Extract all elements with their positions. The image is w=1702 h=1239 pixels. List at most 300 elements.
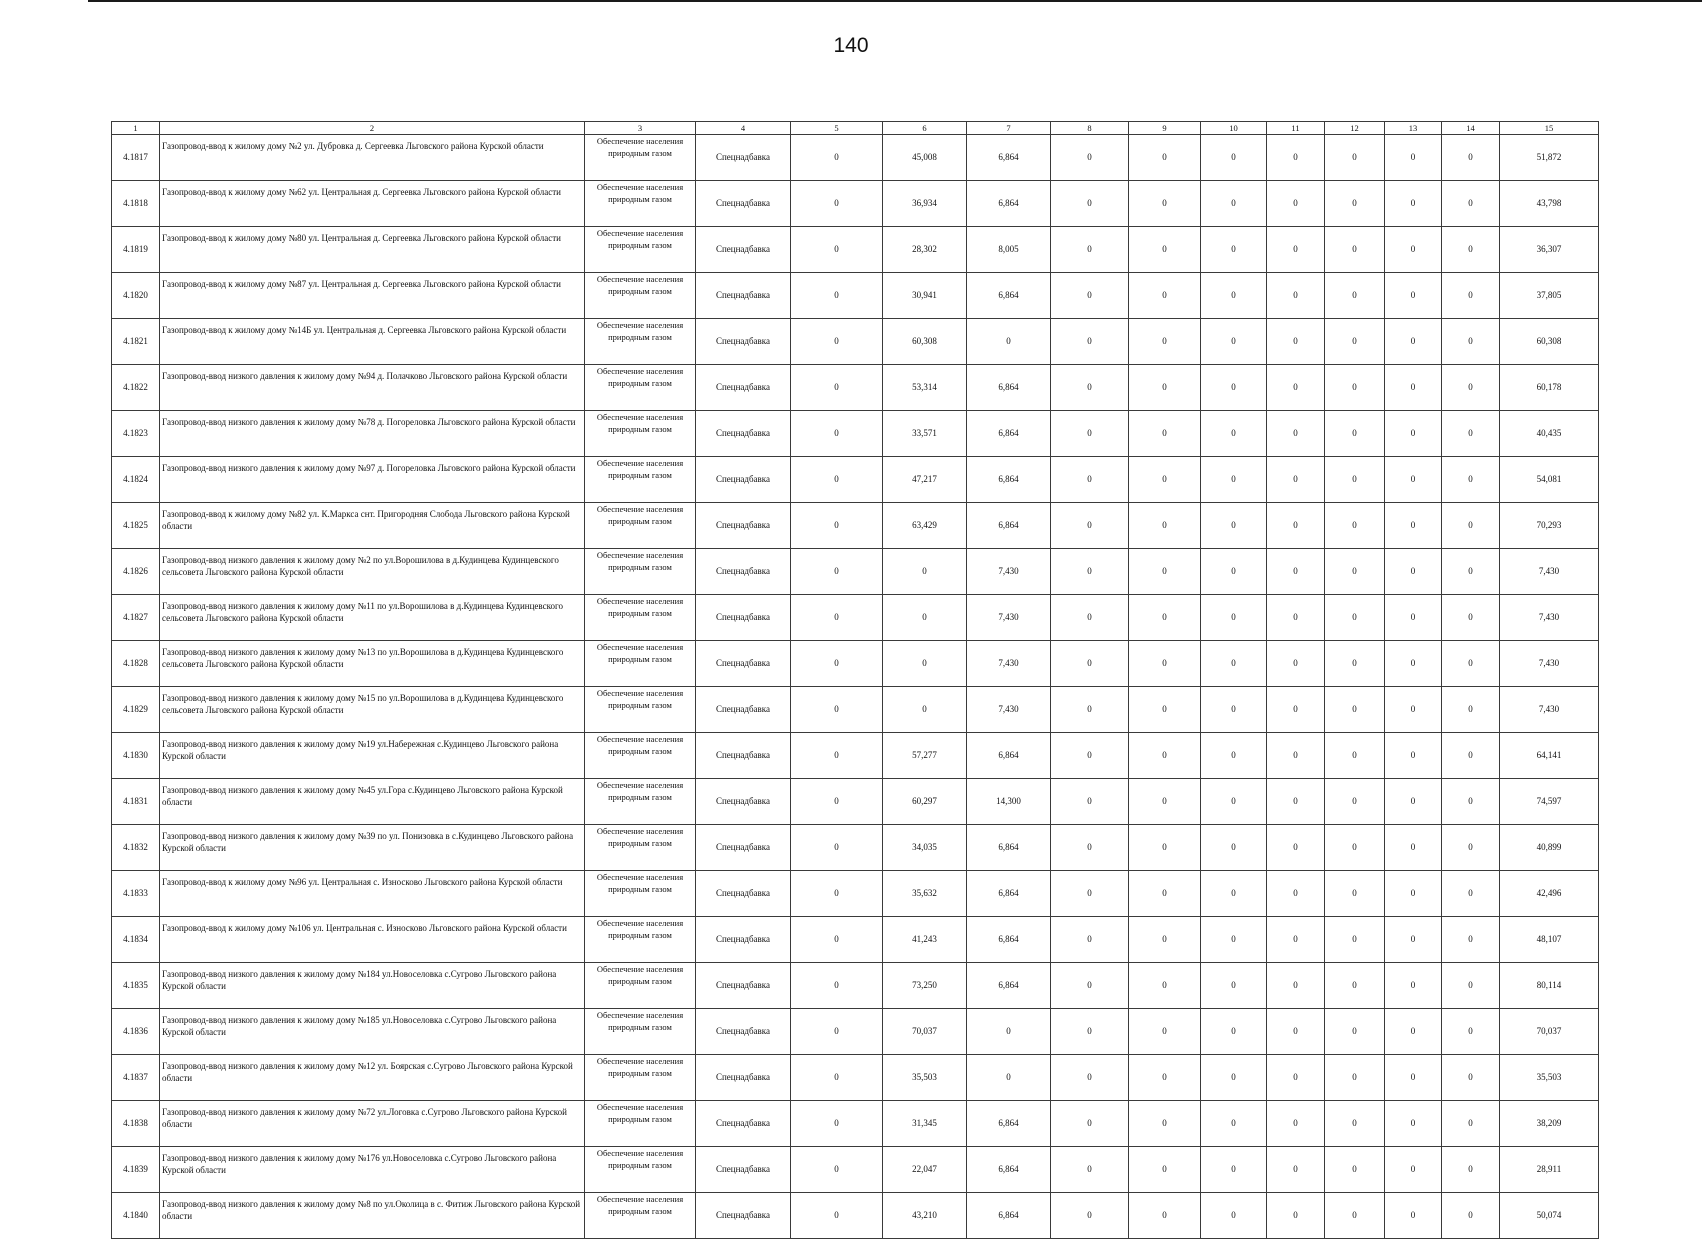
value-cell-col6: 57,277 (883, 733, 967, 779)
value-cell-col9: 0 (1129, 411, 1201, 457)
object-name-cell: Газопровод-ввод к жилому дому №106 ул. Центральная с. Износково Льговского района Курской области (160, 917, 585, 963)
column-number-row (112, 122, 1599, 135)
value-cell-col13: 0 (1385, 917, 1442, 963)
page-number: 140 (833, 34, 869, 57)
funding-source-cell: Спецнадбавка (696, 1147, 791, 1193)
value-cell-col8: 0 (1051, 687, 1129, 733)
funding-source-cell: Спецнадбавка (696, 871, 791, 917)
column-header: 8 (1051, 122, 1129, 135)
value-cell-col12: 0 (1325, 1009, 1385, 1055)
table-row (112, 365, 1599, 411)
value-cell-col5: 0 (791, 365, 883, 411)
total-cell-col15: 37,805 (1500, 273, 1599, 319)
value-cell-col14: 0 (1442, 779, 1500, 825)
value-cell-col8: 0 (1051, 963, 1129, 1009)
value-cell-col12: 0 (1325, 871, 1385, 917)
value-cell-col7: 7,430 (967, 687, 1051, 733)
value-cell-col6: 35,503 (883, 1055, 967, 1101)
funding-source-cell: Спецнадбавка (696, 273, 791, 319)
top-border-line (88, 0, 1702, 2)
funding-source-cell: Спецнадбавка (696, 411, 791, 457)
purpose-cell: Обеспечение населения природным газом (585, 595, 696, 641)
value-cell-col13: 0 (1385, 733, 1442, 779)
funding-source-cell: Спецнадбавка (696, 825, 791, 871)
table-row (112, 457, 1599, 503)
value-cell-col6: 35,632 (883, 871, 967, 917)
value-cell-col14: 0 (1442, 1055, 1500, 1101)
value-cell-col9: 0 (1129, 457, 1201, 503)
value-cell-col12: 0 (1325, 411, 1385, 457)
object-name-cell: Газопровод-ввод низкого давления к жилому дому №12 ул. Боярская с.Сугрово Льговского района Курской области (160, 1055, 585, 1101)
row-id-cell: 4.1828 (112, 641, 160, 687)
value-cell-col11: 0 (1267, 549, 1325, 595)
value-cell-col12: 0 (1325, 779, 1385, 825)
funding-source-cell: Спецнадбавка (696, 1193, 791, 1239)
table-row (112, 273, 1599, 319)
object-name-cell: Газопровод-ввод низкого давления к жилому дому №97 д. Погореловка Льговского района Курской области (160, 457, 585, 503)
funding-source-cell: Спецнадбавка (696, 365, 791, 411)
value-cell-col11: 0 (1267, 227, 1325, 273)
value-cell-col11: 0 (1267, 595, 1325, 641)
value-cell-col5: 0 (791, 687, 883, 733)
row-id-cell: 4.1822 (112, 365, 160, 411)
value-cell-col8: 0 (1051, 1055, 1129, 1101)
value-cell-col14: 0 (1442, 733, 1500, 779)
funding-source-cell: Спецнадбавка (696, 1009, 791, 1055)
purpose-cell: Обеспечение населения природным газом (585, 181, 696, 227)
value-cell-col6: 0 (883, 549, 967, 595)
value-cell-col10: 0 (1201, 825, 1267, 871)
total-cell-col15: 60,178 (1500, 365, 1599, 411)
value-cell-col7: 6,864 (967, 733, 1051, 779)
value-cell-col5: 0 (791, 1009, 883, 1055)
total-cell-col15: 43,798 (1500, 181, 1599, 227)
funding-source-cell: Спецнадбавка (696, 733, 791, 779)
row-id-cell: 4.1840 (112, 1193, 160, 1239)
funding-source-cell: Спецнадбавка (696, 687, 791, 733)
row-id-cell: 4.1833 (112, 871, 160, 917)
value-cell-col12: 0 (1325, 1193, 1385, 1239)
value-cell-col14: 0 (1442, 181, 1500, 227)
row-id-cell: 4.1817 (112, 135, 160, 181)
row-id-cell: 4.1831 (112, 779, 160, 825)
value-cell-col6: 43,210 (883, 1193, 967, 1239)
value-cell-col13: 0 (1385, 135, 1442, 181)
value-cell-col10: 0 (1201, 181, 1267, 227)
value-cell-col11: 0 (1267, 273, 1325, 319)
total-cell-col15: 7,430 (1500, 595, 1599, 641)
value-cell-col13: 0 (1385, 641, 1442, 687)
funding-source-cell: Спецнадбавка (696, 1101, 791, 1147)
value-cell-col10: 0 (1201, 549, 1267, 595)
value-cell-col13: 0 (1385, 411, 1442, 457)
value-cell-col7: 6,864 (967, 457, 1051, 503)
purpose-cell: Обеспечение населения природным газом (585, 135, 696, 181)
column-header: 14 (1442, 122, 1500, 135)
purpose-cell: Обеспечение населения природным газом (585, 963, 696, 1009)
column-header: 15 (1500, 122, 1599, 135)
value-cell-col13: 0 (1385, 595, 1442, 641)
value-cell-col12: 0 (1325, 1101, 1385, 1147)
column-header: 10 (1201, 122, 1267, 135)
value-cell-col12: 0 (1325, 1147, 1385, 1193)
value-cell-col5: 0 (791, 1101, 883, 1147)
value-cell-col9: 0 (1129, 319, 1201, 365)
table-row (112, 227, 1599, 273)
value-cell-col8: 0 (1051, 503, 1129, 549)
object-name-cell: Газопровод-ввод низкого давления к жилому дому №185 ул.Новоселовка с.Сугрово Льговского района Курской области (160, 1009, 585, 1055)
row-id-cell: 4.1819 (112, 227, 160, 273)
value-cell-col11: 0 (1267, 1009, 1325, 1055)
value-cell-col8: 0 (1051, 365, 1129, 411)
value-cell-col12: 0 (1325, 365, 1385, 411)
total-cell-col15: 51,872 (1500, 135, 1599, 181)
purpose-cell: Обеспечение населения природным газом (585, 503, 696, 549)
purpose-cell: Обеспечение населения природным газом (585, 1101, 696, 1147)
table-row (112, 1009, 1599, 1055)
table-body (112, 135, 1599, 1239)
value-cell-col13: 0 (1385, 1101, 1442, 1147)
value-cell-col9: 0 (1129, 1055, 1201, 1101)
object-name-cell: Газопровод-ввод к жилому дому №80 ул. Центральная д. Сергеевка Льговского района Курской области (160, 227, 585, 273)
value-cell-col8: 0 (1051, 411, 1129, 457)
value-cell-col6: 34,035 (883, 825, 967, 871)
value-cell-col12: 0 (1325, 917, 1385, 963)
table-row (112, 733, 1599, 779)
table-row (112, 825, 1599, 871)
table-row (112, 1193, 1599, 1239)
total-cell-col15: 50,074 (1500, 1193, 1599, 1239)
value-cell-col10: 0 (1201, 503, 1267, 549)
funding-source-cell: Спецнадбавка (696, 457, 791, 503)
value-cell-col8: 0 (1051, 1193, 1129, 1239)
value-cell-col8: 0 (1051, 595, 1129, 641)
value-cell-col13: 0 (1385, 503, 1442, 549)
value-cell-col8: 0 (1051, 227, 1129, 273)
investment-table (111, 121, 1599, 1239)
value-cell-col11: 0 (1267, 135, 1325, 181)
value-cell-col14: 0 (1442, 825, 1500, 871)
value-cell-col5: 0 (791, 871, 883, 917)
total-cell-col15: 54,081 (1500, 457, 1599, 503)
row-id-cell: 4.1837 (112, 1055, 160, 1101)
row-id-cell: 4.1824 (112, 457, 160, 503)
value-cell-col11: 0 (1267, 779, 1325, 825)
value-cell-col5: 0 (791, 227, 883, 273)
value-cell-col11: 0 (1267, 917, 1325, 963)
value-cell-col13: 0 (1385, 181, 1442, 227)
table-row (112, 779, 1599, 825)
value-cell-col7: 6,864 (967, 135, 1051, 181)
value-cell-col6: 47,217 (883, 457, 967, 503)
value-cell-col11: 0 (1267, 503, 1325, 549)
value-cell-col7: 6,864 (967, 963, 1051, 1009)
total-cell-col15: 7,430 (1500, 687, 1599, 733)
value-cell-col8: 0 (1051, 779, 1129, 825)
table-row (112, 181, 1599, 227)
value-cell-col9: 0 (1129, 181, 1201, 227)
value-cell-col5: 0 (791, 319, 883, 365)
value-cell-col6: 0 (883, 641, 967, 687)
value-cell-col6: 31,345 (883, 1101, 967, 1147)
value-cell-col14: 0 (1442, 1147, 1500, 1193)
object-name-cell: Газопровод-ввод низкого давления к жилому дому №176 ул.Новоселовка с.Сугрово Льговского района Курской области (160, 1147, 585, 1193)
value-cell-col14: 0 (1442, 503, 1500, 549)
value-cell-col14: 0 (1442, 549, 1500, 595)
value-cell-col8: 0 (1051, 825, 1129, 871)
value-cell-col13: 0 (1385, 963, 1442, 1009)
value-cell-col10: 0 (1201, 1009, 1267, 1055)
value-cell-col13: 0 (1385, 1055, 1442, 1101)
value-cell-col13: 0 (1385, 549, 1442, 595)
value-cell-col5: 0 (791, 503, 883, 549)
value-cell-col12: 0 (1325, 457, 1385, 503)
value-cell-col10: 0 (1201, 917, 1267, 963)
value-cell-col7: 6,864 (967, 1193, 1051, 1239)
value-cell-col5: 0 (791, 181, 883, 227)
column-header: 1 (112, 122, 160, 135)
object-name-cell: Газопровод-ввод низкого давления к жилому дому №11 по ул.Ворошилова в д.Кудинцева Кудинцевского сельсовета Льговского района Курской области (160, 595, 585, 641)
purpose-cell: Обеспечение населения природным газом (585, 1009, 696, 1055)
object-name-cell: Газопровод-ввод к жилому дому №14Б ул. Центральная д. Сергеевка Льговского района Курской области (160, 319, 585, 365)
total-cell-col15: 48,107 (1500, 917, 1599, 963)
value-cell-col12: 0 (1325, 503, 1385, 549)
funding-source-cell: Спецнадбавка (696, 779, 791, 825)
value-cell-col10: 0 (1201, 687, 1267, 733)
row-id-cell: 4.1820 (112, 273, 160, 319)
object-name-cell: Газопровод-ввод низкого давления к жилому дому №8 по ул.Околица в с. Фитиж Льговского района Курской области (160, 1193, 585, 1239)
object-name-cell: Газопровод-ввод к жилому дому №96 ул. Центральная с. Износково Льговского района Курской области (160, 871, 585, 917)
value-cell-col12: 0 (1325, 549, 1385, 595)
value-cell-col5: 0 (791, 779, 883, 825)
value-cell-col6: 0 (883, 595, 967, 641)
value-cell-col11: 0 (1267, 411, 1325, 457)
value-cell-col10: 0 (1201, 779, 1267, 825)
value-cell-col6: 53,314 (883, 365, 967, 411)
value-cell-col14: 0 (1442, 871, 1500, 917)
value-cell-col9: 0 (1129, 1101, 1201, 1147)
value-cell-col9: 0 (1129, 825, 1201, 871)
purpose-cell: Обеспечение населения природным газом (585, 917, 696, 963)
value-cell-col14: 0 (1442, 641, 1500, 687)
value-cell-col8: 0 (1051, 917, 1129, 963)
value-cell-col14: 0 (1442, 1101, 1500, 1147)
value-cell-col11: 0 (1267, 641, 1325, 687)
object-name-cell: Газопровод-ввод низкого давления к жилому дому №2 по ул.Ворошилова в д.Кудинцева Кудинцевского сельсовета Льговского района Курской области (160, 549, 585, 595)
row-id-cell: 4.1823 (112, 411, 160, 457)
value-cell-col5: 0 (791, 1147, 883, 1193)
value-cell-col6: 28,302 (883, 227, 967, 273)
row-id-cell: 4.1834 (112, 917, 160, 963)
table-header (112, 122, 1599, 135)
value-cell-col13: 0 (1385, 687, 1442, 733)
value-cell-col12: 0 (1325, 135, 1385, 181)
value-cell-col14: 0 (1442, 1193, 1500, 1239)
value-cell-col5: 0 (791, 963, 883, 1009)
value-cell-col11: 0 (1267, 1101, 1325, 1147)
value-cell-col6: 33,571 (883, 411, 967, 457)
value-cell-col5: 0 (791, 457, 883, 503)
value-cell-col7: 6,864 (967, 181, 1051, 227)
value-cell-col7: 6,864 (967, 365, 1051, 411)
value-cell-col5: 0 (791, 1055, 883, 1101)
row-id-cell: 4.1818 (112, 181, 160, 227)
total-cell-col15: 40,435 (1500, 411, 1599, 457)
value-cell-col12: 0 (1325, 963, 1385, 1009)
value-cell-col14: 0 (1442, 365, 1500, 411)
value-cell-col7: 6,864 (967, 871, 1051, 917)
value-cell-col13: 0 (1385, 365, 1442, 411)
value-cell-col6: 63,429 (883, 503, 967, 549)
value-cell-col7: 0 (967, 1055, 1051, 1101)
value-cell-col7: 7,430 (967, 549, 1051, 595)
column-header: 11 (1267, 122, 1325, 135)
table-row (112, 549, 1599, 595)
value-cell-col6: 0 (883, 687, 967, 733)
value-cell-col9: 0 (1129, 641, 1201, 687)
value-cell-col13: 0 (1385, 457, 1442, 503)
row-id-cell: 4.1832 (112, 825, 160, 871)
value-cell-col12: 0 (1325, 595, 1385, 641)
value-cell-col12: 0 (1325, 319, 1385, 365)
value-cell-col9: 0 (1129, 733, 1201, 779)
object-name-cell: Газопровод-ввод к жилому дому №87 ул. Центральная д. Сергеевка Льговского района Курской области (160, 273, 585, 319)
value-cell-col10: 0 (1201, 1147, 1267, 1193)
value-cell-col10: 0 (1201, 411, 1267, 457)
purpose-cell: Обеспечение населения природным газом (585, 457, 696, 503)
table-row (112, 963, 1599, 1009)
row-id-cell: 4.1826 (112, 549, 160, 595)
value-cell-col14: 0 (1442, 411, 1500, 457)
table-row (112, 503, 1599, 549)
purpose-cell: Обеспечение населения природным газом (585, 1147, 696, 1193)
value-cell-col12: 0 (1325, 641, 1385, 687)
value-cell-col11: 0 (1267, 687, 1325, 733)
value-cell-col8: 0 (1051, 1009, 1129, 1055)
value-cell-col9: 0 (1129, 227, 1201, 273)
value-cell-col13: 0 (1385, 319, 1442, 365)
column-header: 13 (1385, 122, 1442, 135)
value-cell-col14: 0 (1442, 135, 1500, 181)
value-cell-col5: 0 (791, 273, 883, 319)
value-cell-col13: 0 (1385, 779, 1442, 825)
funding-source-cell: Спецнадбавка (696, 135, 791, 181)
value-cell-col7: 8,005 (967, 227, 1051, 273)
column-header: 3 (585, 122, 696, 135)
value-cell-col11: 0 (1267, 963, 1325, 1009)
value-cell-col9: 0 (1129, 1147, 1201, 1193)
value-cell-col9: 0 (1129, 917, 1201, 963)
value-cell-col14: 0 (1442, 687, 1500, 733)
value-cell-col13: 0 (1385, 871, 1442, 917)
funding-source-cell: Спецнадбавка (696, 319, 791, 365)
value-cell-col6: 41,243 (883, 917, 967, 963)
purpose-cell: Обеспечение населения природным газом (585, 227, 696, 273)
object-name-cell: Газопровод-ввод низкого давления к жилому дому №13 по ул.Ворошилова в д.Кудинцева Кудинцевского сельсовета Льговского района Курской области (160, 641, 585, 687)
value-cell-col7: 0 (967, 319, 1051, 365)
value-cell-col14: 0 (1442, 457, 1500, 503)
value-cell-col12: 0 (1325, 227, 1385, 273)
value-cell-col9: 0 (1129, 503, 1201, 549)
total-cell-col15: 70,293 (1500, 503, 1599, 549)
purpose-cell: Обеспечение населения природным газом (585, 549, 696, 595)
funding-source-cell: Спецнадбавка (696, 503, 791, 549)
value-cell-col9: 0 (1129, 963, 1201, 1009)
funding-source-cell: Спецнадбавка (696, 227, 791, 273)
value-cell-col10: 0 (1201, 733, 1267, 779)
value-cell-col5: 0 (791, 1193, 883, 1239)
purpose-cell: Обеспечение населения природным газом (585, 641, 696, 687)
value-cell-col9: 0 (1129, 1009, 1201, 1055)
value-cell-col10: 0 (1201, 1055, 1267, 1101)
value-cell-col12: 0 (1325, 733, 1385, 779)
value-cell-col11: 0 (1267, 871, 1325, 917)
value-cell-col7: 6,864 (967, 917, 1051, 963)
value-cell-col6: 60,308 (883, 319, 967, 365)
value-cell-col7: 6,864 (967, 1147, 1051, 1193)
funding-source-cell: Спецнадбавка (696, 963, 791, 1009)
value-cell-col14: 0 (1442, 227, 1500, 273)
value-cell-col10: 0 (1201, 595, 1267, 641)
value-cell-col11: 0 (1267, 365, 1325, 411)
value-cell-col7: 0 (967, 1009, 1051, 1055)
value-cell-col5: 0 (791, 641, 883, 687)
value-cell-col7: 6,864 (967, 273, 1051, 319)
value-cell-col7: 7,430 (967, 595, 1051, 641)
value-cell-col8: 0 (1051, 181, 1129, 227)
value-cell-col14: 0 (1442, 1009, 1500, 1055)
value-cell-col10: 0 (1201, 365, 1267, 411)
purpose-cell: Обеспечение населения природным газом (585, 1055, 696, 1101)
value-cell-col10: 0 (1201, 1193, 1267, 1239)
value-cell-col9: 0 (1129, 549, 1201, 595)
value-cell-col7: 14,300 (967, 779, 1051, 825)
row-id-cell: 4.1825 (112, 503, 160, 549)
value-cell-col9: 0 (1129, 779, 1201, 825)
value-cell-col8: 0 (1051, 319, 1129, 365)
purpose-cell: Обеспечение населения природным газом (585, 365, 696, 411)
value-cell-col10: 0 (1201, 319, 1267, 365)
table-row (112, 871, 1599, 917)
value-cell-col12: 0 (1325, 181, 1385, 227)
column-header: 4 (696, 122, 791, 135)
column-header: 5 (791, 122, 883, 135)
value-cell-col11: 0 (1267, 733, 1325, 779)
total-cell-col15: 60,308 (1500, 319, 1599, 365)
value-cell-col12: 0 (1325, 825, 1385, 871)
total-cell-col15: 7,430 (1500, 641, 1599, 687)
total-cell-col15: 36,307 (1500, 227, 1599, 273)
value-cell-col8: 0 (1051, 135, 1129, 181)
value-cell-col10: 0 (1201, 641, 1267, 687)
value-cell-col8: 0 (1051, 457, 1129, 503)
column-header: 2 (160, 122, 585, 135)
value-cell-col9: 0 (1129, 871, 1201, 917)
value-cell-col10: 0 (1201, 871, 1267, 917)
value-cell-col8: 0 (1051, 871, 1129, 917)
value-cell-col14: 0 (1442, 917, 1500, 963)
value-cell-col7: 6,864 (967, 825, 1051, 871)
table-row (112, 1055, 1599, 1101)
object-name-cell: Газопровод-ввод низкого давления к жилому дому №45 ул.Гора с.Кудинцево Льговского района Курской области (160, 779, 585, 825)
value-cell-col8: 0 (1051, 1101, 1129, 1147)
row-id-cell: 4.1839 (112, 1147, 160, 1193)
total-cell-col15: 28,911 (1500, 1147, 1599, 1193)
table-row (112, 917, 1599, 963)
funding-source-cell: Спецнадбавка (696, 181, 791, 227)
value-cell-col11: 0 (1267, 1147, 1325, 1193)
value-cell-col14: 0 (1442, 963, 1500, 1009)
